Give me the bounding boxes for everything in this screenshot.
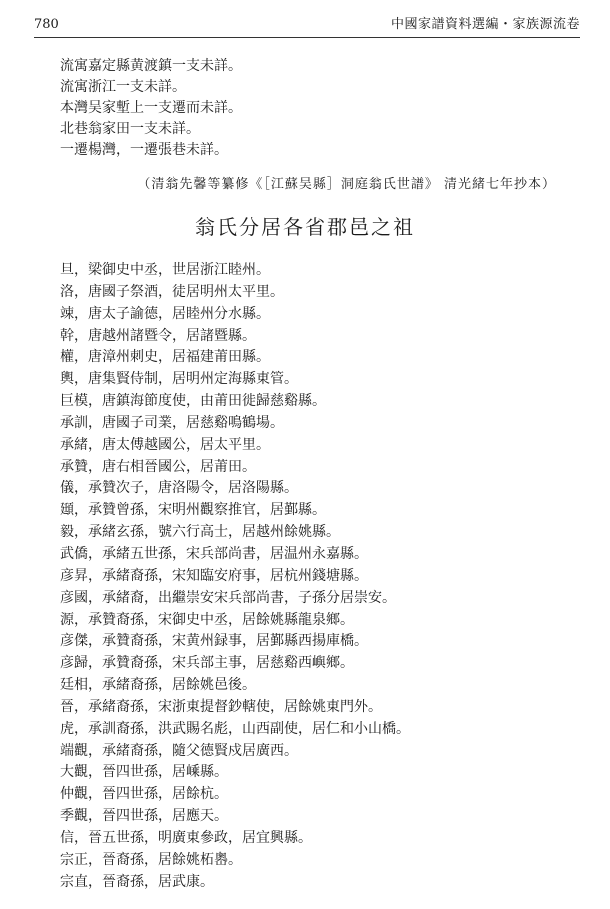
top-lines — [60, 56, 580, 161]
running-title: 中國家譜資料選編・家族源流卷 — [390, 17, 580, 32]
list-item: 毅，承緒玄孫，號六行高士，居越州餘姚縣。 — [60, 524, 340, 541]
list-item: 虎，承訓裔孫，洪武賜名彪，山西副使，居仁和小山橋。 — [60, 720, 410, 737]
page-header — [34, 16, 580, 34]
text-line: 流寓嘉定縣黄渡鎮一支未詳。 — [60, 58, 242, 74]
list-item: 巨模，唐鎮海節度使，由莆田徙歸慈谿縣。 — [60, 393, 326, 410]
list-item: 彦歸，承贊裔孫，宋兵部主事，居慈谿西嶼鄉。 — [60, 655, 354, 672]
text-line: 流寓浙江一支未詳。 — [60, 79, 186, 95]
list-item: 承贊，唐右相晉國公，居莆田。 — [60, 458, 256, 475]
list-item: 仲觀，晉四世孫，居餘杭。 — [60, 786, 228, 803]
list-item: 頲，承贊曾孫，宋明州觀察推官，居鄞縣。 — [60, 502, 326, 519]
list-item: 彦昇，承緒裔孫，宋知臨安府事，居杭州錢塘縣。 — [60, 567, 368, 584]
list-item: 權，唐漳州刺史，居福建莆田縣。 — [60, 349, 270, 366]
header-rule — [34, 37, 580, 38]
list-item: 武僑，承緒五世孫，宋兵部尚書，居温州永嘉縣。 — [60, 545, 368, 562]
text-line: 北巷翁家田一支未詳。 — [60, 121, 200, 137]
list-item: 季觀，晉四世孫，居應天。 — [60, 808, 228, 825]
page-number: 780 — [34, 17, 59, 32]
list-item: 源，承贊裔孫，宋御史中丞，居餘姚縣龍泉鄉。 — [60, 611, 354, 628]
list-item: 廷相，承緒裔孫，居餘姚邑後。 — [60, 677, 256, 694]
list-item: 旦，梁御史中丞，世居浙江睦州。 — [60, 262, 270, 278]
list-item: 洛，唐國子祭酒，徒居明州太平里。 — [60, 283, 284, 300]
list-item: 承緒，唐太傅越國公，居太平里。 — [60, 436, 270, 453]
list-item: 晉，承緒裔孫，宋浙東提督鈔轄使，居餘姚東門外。 — [60, 698, 382, 715]
list-item: 宗直，晉裔孫，居武康。 — [60, 873, 214, 890]
list-item: 儀，承贊次子，唐洛陽令，居洛陽縣。 — [60, 480, 298, 497]
text-line: 一遷楊灣，一遷張巷未詳。 — [60, 142, 228, 158]
list-item: 宗正，晉裔孫，居餘姚柘嶴。 — [60, 851, 242, 868]
list-item: 信，晉五世孫，明廣東參政，居宜興縣。 — [60, 829, 312, 846]
source-citation: （清翁先馨等纂修《［江蘇吴縣］洞庭翁氏世譜》 清光緒七年抄本） — [137, 177, 556, 192]
list-item: 承訓，唐國子司業，居慈谿鳴鶴場。 — [60, 414, 284, 431]
list-item: 幹，唐越州諸暨令，居諸暨縣。 — [60, 327, 256, 344]
list-item: 彦國，承緒裔，出繼崇安宋兵部尚書，子孫分居崇安。 — [60, 589, 396, 606]
list-item: 端觀，承緒裔孫，隨父德賢戍居廣西。 — [60, 742, 298, 759]
list-item: 輿，唐集賢侍制，居明州定海縣東管。 — [60, 371, 298, 388]
list-item: 大觀，晉四世孫，居嵊縣。 — [60, 764, 228, 781]
text-line: 本灣吴家塹上一支遷而未詳。 — [60, 100, 242, 116]
section-title: 翁氏分居各省郡邑之祖 — [195, 215, 415, 239]
entry-list — [60, 260, 580, 893]
list-item: 彦傑，承贊裔孫，宋黄州録事，居鄞縣西揚庫橋。 — [60, 633, 368, 650]
list-item: 竦，唐太子諭德，居睦州分水縣。 — [60, 305, 270, 322]
